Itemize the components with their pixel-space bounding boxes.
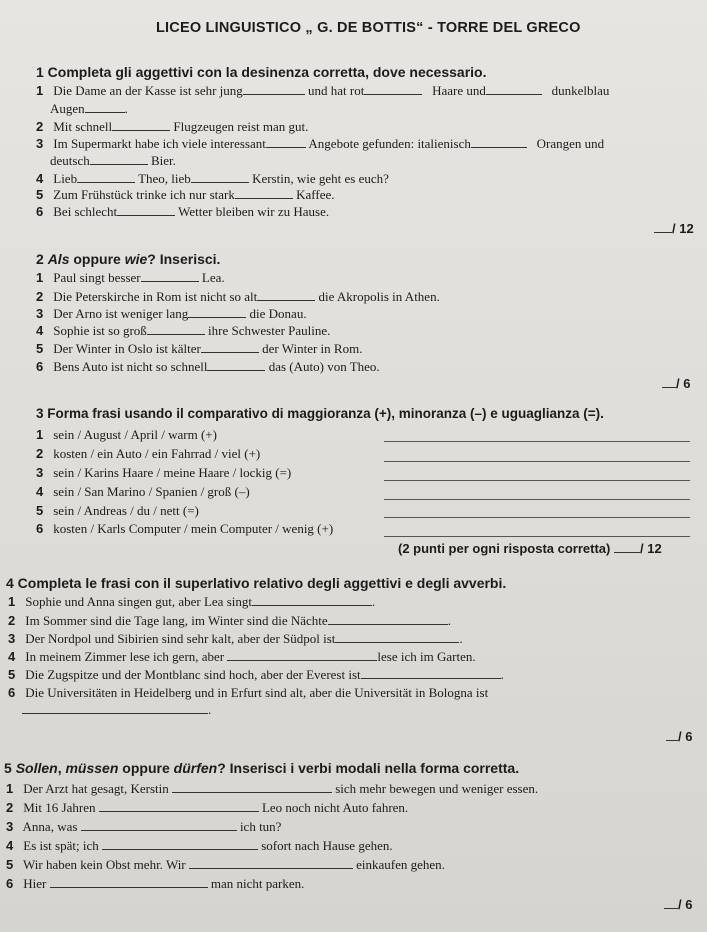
answer-gap[interactable]: [252, 595, 372, 606]
s5-item-3: 3 Anna, was ich tun?: [6, 819, 282, 834]
answer-line[interactable]: [384, 441, 690, 442]
points-note: (2 punti per ogni risposta corretta): [398, 541, 611, 556]
s4-item-5: 5 Die Zugspitze und der Montblanc sind hoch, aber der Everest ist .: [8, 667, 504, 682]
answer-gap[interactable]: [99, 801, 259, 812]
section-1-title: 1 Completa gli aggettivi con la desinenza corretta, dove necessario.: [36, 64, 487, 80]
answer-gap[interactable]: [117, 205, 175, 216]
s4-item-1: 1 Sophie und Anna singen gut, aber Lea singt .: [8, 594, 376, 609]
s1-item-3-cont: deutsch Bier.: [50, 153, 176, 168]
s2-item-5: 5 Der Winter in Oslo ist kälter der Winter in Rom.: [36, 341, 363, 356]
s4-item-2: 2 Im Sommer sind die Tage lang, im Winter sind die Nächte .: [8, 613, 451, 628]
section-5-score: / 6: [664, 897, 692, 912]
s2-item-1: 1 Paul singt besser Lea.: [36, 270, 225, 285]
score-gap[interactable]: [662, 376, 676, 388]
s1-item-4: 4 Lieb Theo, lieb Kerstin, wie geht es euch?: [36, 171, 389, 186]
s2-item-4: 4 Sophie ist so groß ihre Schwester Pauline.: [36, 323, 331, 338]
s5-item-6: 6 Hier man nicht parken.: [6, 876, 305, 891]
s1-item-6: 6 Bei schlecht Wetter bleiben wir zu Hause.: [36, 204, 330, 219]
answer-line[interactable]: [384, 480, 690, 481]
s4-item-6-cont: .: [22, 702, 211, 718]
answer-gap[interactable]: [207, 360, 265, 371]
answer-gap[interactable]: [112, 120, 170, 131]
answer-gap[interactable]: [335, 632, 459, 643]
answer-gap[interactable]: [90, 154, 148, 165]
answer-line[interactable]: [384, 536, 690, 537]
s3-item-5: 5 sein / Andreas / du / nett (=): [36, 503, 199, 518]
section-4-title: 4 Completa le frasi con il superlativo relativo degli aggettivi e degli avverbi.: [6, 575, 507, 591]
s1-item-3: 3 Im Supermarkt habe ich viele interessant Angebote gefunden: italienisch Orangen und: [36, 136, 605, 151]
answer-gap[interactable]: [188, 307, 246, 318]
answer-gap[interactable]: [172, 782, 332, 793]
s2-item-2: 2 Die Peterskirche in Rom ist nicht so alt die Akropolis in Athen.: [36, 289, 440, 304]
answer-gap[interactable]: [85, 102, 125, 113]
answer-gap[interactable]: [235, 188, 293, 199]
answer-gap[interactable]: [257, 290, 315, 301]
school-header: LICEO LINGUISTICO „ G. DE BOTTIS“ - TORRE DEL GRECO: [156, 20, 581, 36]
score-gap[interactable]: [666, 729, 678, 741]
section-3-title: 3 Forma frasi usando il comparativo di maggioranza (+), minoranza (–) e uguaglianza (=).: [36, 406, 604, 421]
answer-line[interactable]: [384, 499, 690, 500]
s3-item-1: 1 sein / August / April / warm (+): [36, 427, 217, 442]
answer-gap[interactable]: [102, 839, 258, 850]
answer-gap[interactable]: [189, 858, 353, 869]
answer-gap[interactable]: [266, 137, 306, 148]
answer-gap[interactable]: [50, 877, 208, 888]
answer-gap[interactable]: [141, 271, 199, 282]
s1-item-1-cont: Augen .: [50, 101, 128, 116]
s1-item-5: 5 Zum Frühstück trinke ich nur stark Kaffee.: [36, 187, 335, 202]
s2-item-6: 6 Bens Auto ist nicht so schnell das (Auto) von Theo.: [36, 359, 380, 374]
s3-item-2: 2 kosten / ein Auto / ein Fahrrad / viel (+): [36, 446, 261, 461]
score-gap[interactable]: [614, 541, 640, 553]
answer-gap[interactable]: [147, 324, 205, 335]
answer-gap[interactable]: [486, 84, 542, 95]
answer-gap[interactable]: [471, 137, 527, 148]
section-3-score: (2 punti per ogni risposta corretta) / 12: [398, 541, 662, 556]
answer-gap[interactable]: [328, 614, 448, 625]
s1-item-2: 2 Mit schnell Flugzeugen reist man gut.: [36, 119, 309, 134]
section-1-score: / 12: [654, 221, 694, 236]
score-gap[interactable]: [664, 897, 678, 909]
answer-gap[interactable]: [243, 84, 305, 95]
s3-item-6: 6 kosten / Karls Computer / mein Computer / wenig (+): [36, 521, 334, 536]
s4-item-4: 4 In meinem Zimmer lese ich gern, aber lese ich im Garten.: [8, 649, 476, 664]
answer-gap[interactable]: [77, 172, 135, 183]
answer-gap[interactable]: [201, 342, 259, 353]
s3-item-3: 3 sein / Karins Haare / meine Haare / lockig (=): [36, 465, 292, 480]
s3-item-4: 4 sein / San Marino / Spanien / groß (–): [36, 484, 250, 499]
answer-gap[interactable]: [227, 650, 377, 661]
s4-item-3: 3 Der Nordpol und Sibirien sind sehr kalt, aber der Südpol ist .: [8, 631, 463, 646]
section-4-score: / 6: [666, 729, 692, 744]
answer-gap[interactable]: [81, 820, 237, 831]
section-2-title: 2 Als oppure wie? Inserisci.: [36, 251, 221, 267]
score-gap[interactable]: [654, 221, 672, 233]
s5-item-1: 1 Der Arzt hat gesagt, Kerstin sich mehr bewegen und weniger essen.: [6, 781, 539, 796]
s5-item-5: 5 Wir haben kein Obst mehr. Wir einkaufen gehen.: [6, 857, 445, 872]
section-5-title: 5 Sollen, müssen oppure dürfen? Inserisci i verbi modali nella forma corretta.: [4, 760, 520, 776]
s5-item-2: 2 Mit 16 Jahren Leo noch nicht Auto fahren.: [6, 800, 409, 815]
answer-line[interactable]: [384, 461, 690, 462]
answer-gap[interactable]: [364, 84, 422, 95]
s1-item-1: 1 Die Dame an der Kasse ist sehr jung und hat rot Haare und dunkelblau: [36, 83, 610, 98]
s5-item-4: 4 Es ist spät; ich sofort nach Hause gehen.: [6, 838, 393, 853]
answer-gap[interactable]: [361, 668, 501, 679]
answer-gap[interactable]: [191, 172, 249, 183]
answer-gap[interactable]: [22, 703, 208, 714]
answer-line[interactable]: [384, 517, 690, 518]
s4-item-6: 6 Die Universitäten in Heidelberg und in Erfurt sind alt, aber die Universität in Bologna ist: [8, 685, 489, 700]
s2-item-3: 3 Der Arno ist weniger lang die Donau.: [36, 306, 307, 321]
section-2-score: / 6: [662, 376, 690, 391]
